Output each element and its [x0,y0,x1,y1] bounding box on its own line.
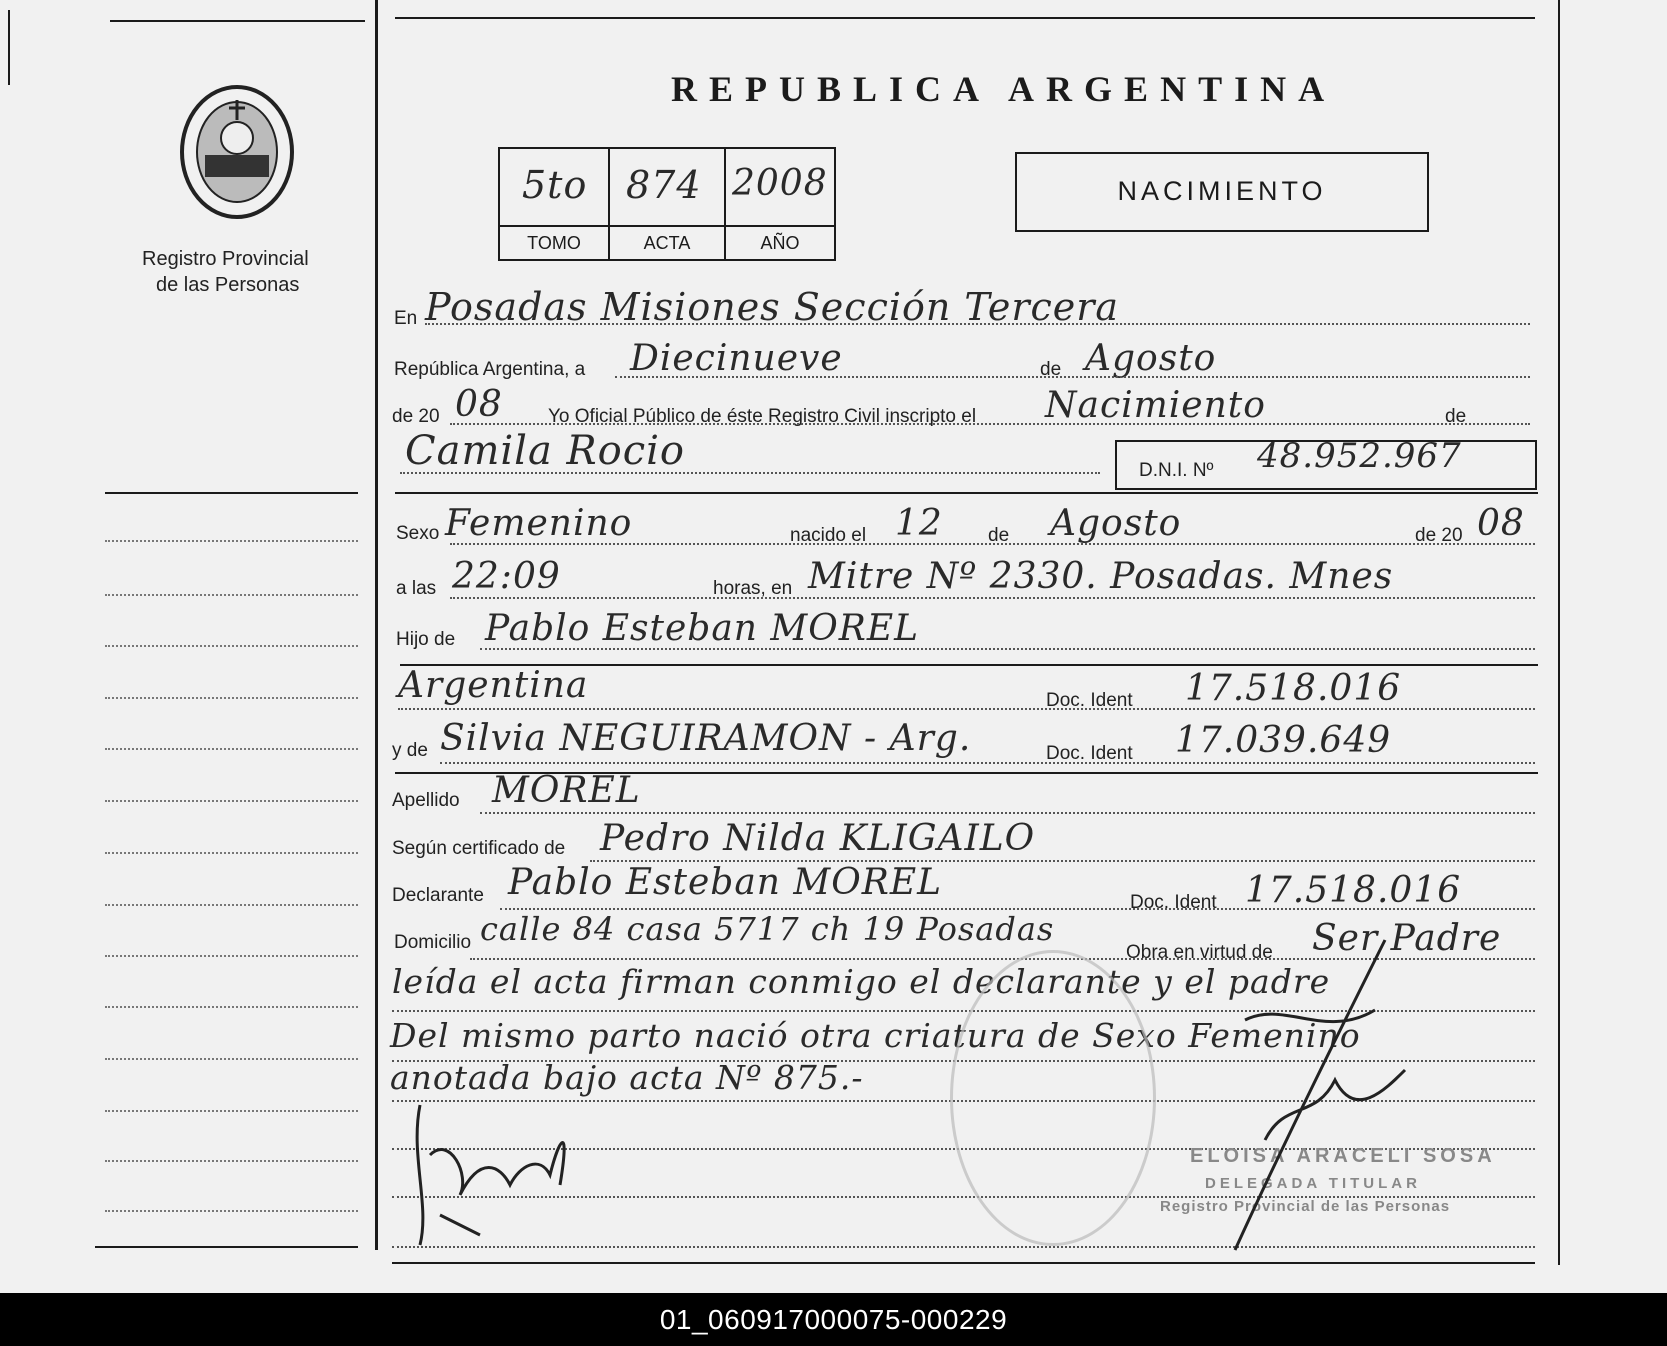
acta-label-cell [608,225,726,261]
tomo-value: 5to [522,163,588,207]
official-stamp [950,950,1156,1246]
row-yde-line [440,762,1535,764]
official-role: DELEGADA TITULAR [1205,1175,1421,1192]
registry-name-line1: Registro Provincial [142,248,309,270]
acta-label: ACTA [643,233,691,253]
address-handwritten: calle 84 casa 5717 ch 19 Posadas [480,910,1055,948]
birth-place-handwritten: Mitre Nº 2330. Posadas. Mnes [808,556,1394,597]
note-line-3: anotada bajo acta Nº 875.- [390,1058,864,1097]
tomo-label: TOMO [527,233,581,253]
right-border [1558,0,1560,1265]
month-handwritten: Agosto [1085,338,1217,379]
label-nacido: nacido el [790,525,867,546]
birth-year-handwritten: 08 [1477,503,1525,544]
margin-rule-1 [105,540,358,542]
anio-value: 2008 [732,163,828,204]
act-handwritten: Nacimiento [1045,385,1266,426]
margin-rule-11 [105,1058,358,1060]
label-dni: D.N.I. Nº [1139,460,1214,481]
top-left-rule [110,20,365,22]
label-apellido: Apellido [392,790,460,811]
label-doc-ident-1: Doc. Ident [1046,690,1133,711]
row-apellido-line [480,812,1535,814]
official-org: Registro Provincial de las Personas [1160,1198,1451,1215]
row-alas-line [450,597,1535,599]
label-de-nac: de [988,525,1010,546]
province-seal [175,80,300,225]
label-y-de: y de [392,740,428,761]
tomo-label-cell [498,225,610,261]
label-de-end: de [1445,406,1467,427]
label-a-las: a las [396,578,437,599]
birth-day-handwritten: 12 [895,503,943,544]
certificate-handwritten: Pedro Nilda KLIGAILO [600,818,1036,859]
document-title: REPUBLICA ARGENTINA [671,69,1337,109]
birth-month-handwritten: Agosto [1050,503,1182,544]
anio-label: AÑO [760,233,800,253]
label-de-month: de [1040,359,1062,380]
margin-rule-14 [105,1210,358,1212]
surname-handwritten: MOREL [492,770,641,811]
father-handwritten: Pablo Esteban MOREL [485,608,920,649]
margin-rule-5 [105,748,358,750]
time-handwritten: 22:09 [452,556,561,597]
left-column-divider [375,0,378,1250]
place-handwritten: Posadas Misiones Sección Tercera [425,285,1120,329]
bottom-rule [392,1262,1535,1264]
label-de-20-b: de 20 [1415,525,1463,546]
label-doc-ident-3: Doc. Ident [1130,892,1217,913]
margin-rule-13 [105,1160,358,1162]
label-horas: horas, en [713,578,793,599]
label-segun: Según certificado de [392,838,566,859]
row-de20-line [450,423,1530,425]
row-sexo-line [450,543,1535,545]
note-line-2: Del mismo parto nació otra criatura de Sexo Femenino [390,1016,1361,1055]
edge-mark [8,10,10,85]
margin-rule-12 [105,1110,358,1112]
name-handwritten: Camila Rocio [405,428,686,474]
declarant-handwritten: Pablo Esteban MOREL [508,862,943,903]
row-nac-line [398,708,1535,710]
registry-name-line2: de las Personas [156,274,300,296]
record-type: NACIMIENTO [1117,176,1327,206]
official-name: ELOISA ARACELI SOSA [1190,1145,1496,1167]
label-declarante: Declarante [392,885,484,906]
margin-rule-6 [105,800,358,802]
margin-rule-3 [105,645,358,647]
acta-cell [608,147,726,227]
label-obra: Obra en virtud de [1126,942,1273,963]
row-hijo-line [480,648,1535,650]
mother-handwritten: Silvia NEGUIRAMON - Arg. [440,718,972,759]
dni-handwritten: 48.952.967 [1257,436,1462,476]
label-sexo: Sexo [396,523,440,544]
label-en: En [394,308,418,329]
day-handwritten: Diecinueve [630,338,843,379]
acta-value: 874 [626,163,702,207]
father-nationality-handwritten: Argentina [398,665,589,706]
label-republica: República Argentina, a [394,359,586,380]
margin-rule-9 [105,955,358,957]
margin-rule-10 [105,1006,358,1008]
tomo-cell [498,147,610,227]
top-right-rule [395,17,1535,19]
sex-handwritten: Femenino [445,503,633,544]
label-hijo: Hijo de [396,629,456,650]
dni-box [1115,436,1537,490]
label-de-20: de 20 [392,406,440,427]
row-name-line [400,472,1100,474]
label-domicilio: Domicilio [394,932,472,953]
record-number-box [498,147,838,262]
anio-cell [724,147,836,227]
anio-label-cell [724,225,836,261]
label-oficial: Yo Oficial Público de éste Registro Civil inscripto el [548,406,977,427]
mother-doc-handwritten: 17.039.649 [1175,720,1392,761]
margin-rule-8 [105,904,358,906]
section-rule-1 [395,492,1538,494]
margin-rule-2 [105,594,358,596]
margin-rule-7 [105,852,358,854]
scan-id-bar: 01_060917000075-000229 [0,1293,1667,1346]
role-handwritten: Ser Padre [1312,918,1502,959]
declarant-signature [400,1095,600,1255]
record-type-box [1015,152,1429,232]
row-republica-line [615,376,1530,378]
margin-surname-rule [105,492,358,494]
margin-rule-4 [105,697,358,699]
row-en-line [425,323,1530,325]
father-doc-handwritten: 17.518.016 [1185,668,1402,709]
label-doc-ident-2: Doc. Ident [1046,743,1133,764]
margin-bottom-rule [95,1246,358,1248]
year-handwritten: 08 [455,384,503,425]
note-line-1: leída el acta firman conmigo el declarante y el padre [392,962,1331,1001]
official-signature [1225,900,1425,1260]
declarant-doc-handwritten: 17.518.016 [1245,870,1462,911]
